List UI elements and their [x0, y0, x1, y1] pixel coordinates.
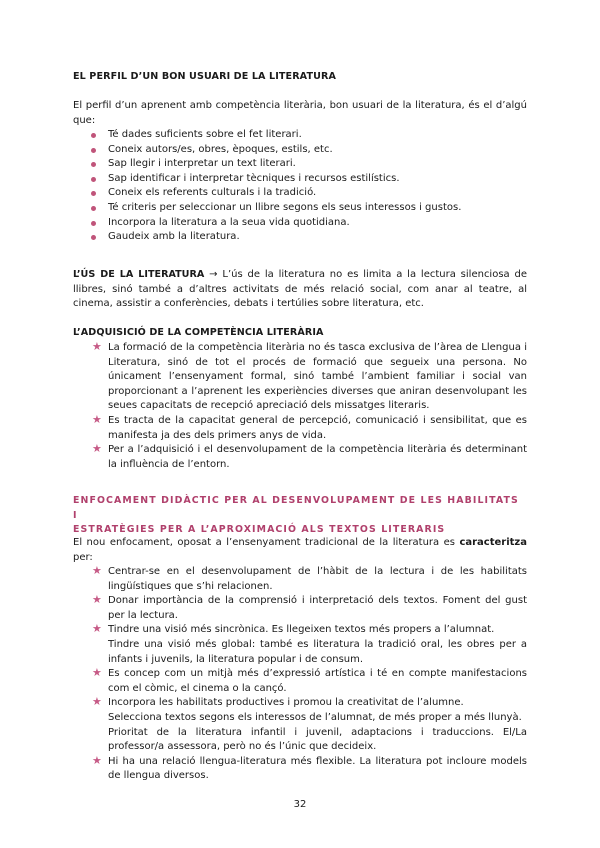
list-item: ★ La formació de la competència literària no és tasca exclusiva de l’àrea de Llengua i Literatura, sinó de tot el procés de formació que segueix una persona. No únicament l’ensenyament formal, sinó també l’ambient familiar i social van proporcionant a l’aprenent les experiències diverses que aniran desenvolupant les seues capacitats de recepció apreciació dels missatges literaris. — [92, 340, 527, 412]
list-item: Gaudeix amb la literatura. — [108, 230, 528, 245]
list-item: Incorpora la literatura a la seua vida quotidiana. — [108, 216, 528, 231]
section-us-literatura — [73, 268, 527, 312]
list-item: ★ Es concep com un mitjà més d’expressió artística i té en compte manifestacions com el còmic, el cinema o la cançó. — [92, 666, 527, 694]
section-title-enfocament: ENFOCAMENT DIDÀCTIC PER AL DESENVOLUPAMENT DE LES HABILITATS I ESTRATÈGIES PER A L’APROXIMACIÓ ALS TEXTOS LITERARIS — [73, 495, 519, 536]
star-icon: ★ — [92, 593, 102, 607]
bullet-icon — [91, 162, 96, 167]
section-title-us: L’ÚS DE LA LITERATURA — [73, 269, 205, 280]
star-icon: ★ — [92, 622, 102, 636]
list-item: ★ Incorpora les habilitats productives i promou la creativitat de l’alumne. Selecciona textos segons els interessos de l’alumnat, de més proper a més llunyà. Prioritat de la literatura infantil i juvenil, adaptacions i traduccions. El/La professor/a assessora, però no és l’únic que decideix. — [92, 695, 527, 753]
list-item: Té criteris per seleccionar un llibre segons els seus interessos i gustos. — [108, 201, 528, 216]
list-item: ★ Per a l’adquisició i el desenvolupament de la competència literària és determinant la influència de l’entorn. — [92, 442, 527, 470]
star-icon: ★ — [92, 442, 102, 456]
bullet-icon — [91, 235, 96, 240]
page-number: 32 — [293, 799, 307, 810]
bullet-icon — [91, 177, 96, 182]
enfocament-list — [92, 564, 527, 784]
star-icon: ★ — [92, 340, 102, 353]
list-item: ★ Centrar-se en el desenvolupament de l’hàbit de la lectura i de les habilitats lingüístiques que s’hi relacionen. — [92, 564, 527, 592]
perfil-list — [108, 128, 528, 245]
section-text-us: L’ús de la literatura no es limita a la lectura silenciosa de llibres, sinó també a d’altres activitats de més relació social, com anar al teatre, al cinema, assistir a conferències, debats i tertúlies sobre literatura, etc. — [73, 269, 528, 310]
arrow-icon: → — [209, 269, 218, 280]
list-item: ★ Donar importància de la comprensió i interpretació dels textos. Foment del gust per la lectura. — [92, 593, 527, 621]
section-title-perfil: EL PERFIL D’UN BON USUARI DE LA LITERATURA — [73, 71, 337, 82]
list-item: ★ Hi ha una relació llengua-literatura més flexible. La literatura pot incloure models de llengua diversos. — [92, 753, 527, 782]
adquisicio-list — [92, 340, 527, 472]
section-intro-enfocament: El nou enfocament, oposat a l’ensenyament tradicional de la literatura es caracteritza per: — [73, 537, 527, 563]
star-icon: ★ — [92, 695, 102, 709]
star-icon: ★ — [92, 753, 102, 767]
star-icon: ★ — [92, 412, 102, 426]
bullet-icon — [91, 148, 96, 153]
section-intro-perfil: El perfil d’un aprenent amb competència literària, bon usuari de la literatura, és el d’algú que: — [73, 100, 527, 126]
list-item: ★ Tindre una visió més sincrònica. Es llegeixen textos més propers a l’alumnat. Tindre una visió més global: també es literatura la tradició oral, les obres per a infants i juvenils, la literatura popular i de consum. — [92, 622, 527, 665]
star-icon: ★ — [92, 666, 102, 680]
list-item: ★ Es tracta de la capacitat general de percepció, comunicació i sensibilitat, que es manifesta ja des dels primers anys de vida. — [92, 412, 527, 441]
list-item: Sap identificar i interpretar tècniques i recursos estilístics. — [108, 172, 528, 187]
star-icon: ★ — [92, 564, 102, 577]
bullet-icon — [91, 221, 96, 226]
bullet-icon — [91, 133, 96, 138]
list-item: Sap llegir i interpretar un text literari. — [108, 157, 528, 172]
section-title-adquisicio: L’ADQUISICIÓ DE LA COMPETÈNCIA LITERÀRIA — [73, 327, 324, 338]
list-item: Té dades suficients sobre el fet literari. — [108, 128, 528, 143]
list-item: Coneix els referents culturals i la tradició. — [108, 186, 528, 201]
bullet-icon — [91, 191, 96, 196]
list-item: Coneix autors/es, obres, èpoques, estils, etc. — [108, 143, 528, 158]
bullet-icon — [91, 206, 96, 211]
